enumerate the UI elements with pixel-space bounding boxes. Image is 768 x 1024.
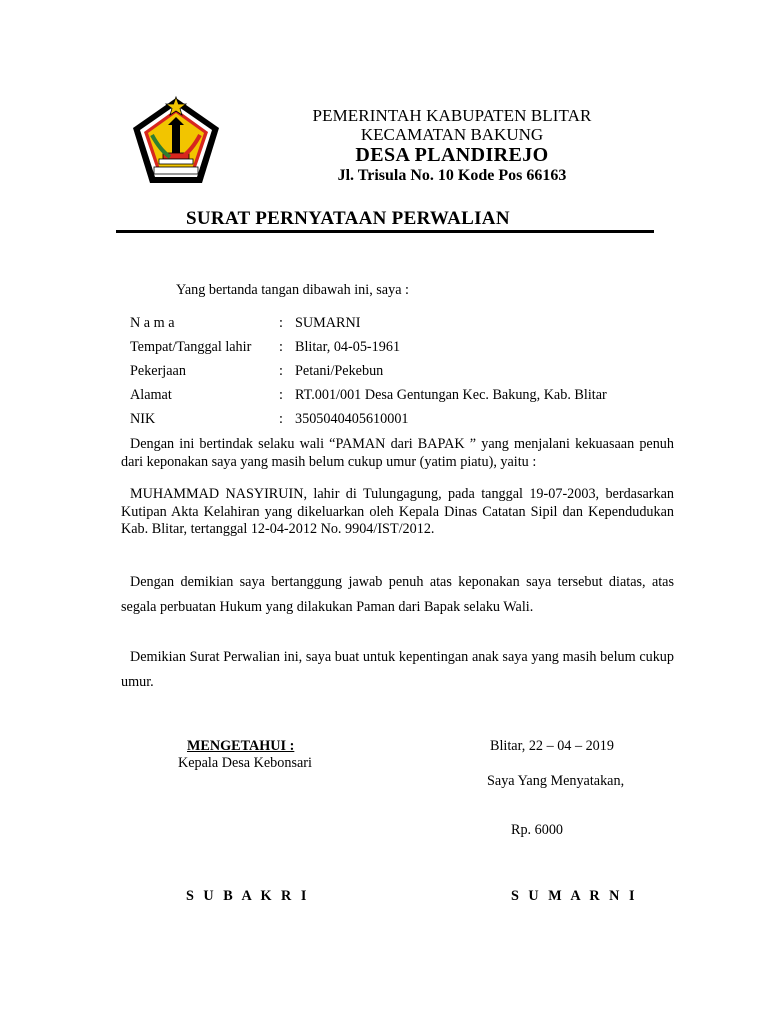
declarant-name: S U M A R N I: [511, 888, 638, 904]
intro-text: Yang bertanda tangan dibawah ini, saya :: [176, 282, 409, 298]
identity-label: Pekerjaan: [130, 363, 186, 379]
identity-colon: :: [279, 387, 283, 403]
identity-label: Tempat/Tanggal lahir: [130, 339, 252, 355]
acknowledged-heading: MENGETAHUI :: [187, 738, 295, 754]
village-head-name: S U B A K R I: [186, 888, 310, 904]
document-title: SURAT PERNYATAAN PERWALIAN: [186, 208, 510, 229]
identity-colon: :: [279, 339, 283, 355]
identity-label: NIK: [130, 411, 156, 427]
paragraph-closing: Demikian Surat Perwalian ini, saya buat untuk kepentingan anak saya yang masih belum cukup umur.: [121, 649, 674, 690]
identity-colon: :: [279, 411, 283, 427]
guardian-statement: [121, 435, 674, 471]
header-address: Jl. Trisula No. 10 Kode Pos 66163: [337, 167, 567, 184]
paragraph-responsibility: Dengan demikian saya bertanggung jawab penuh atas keponakan saya tersebut diatas, atas segala perbuatan Hukum yang dilakukan Paman dari Bapak selaku Wali.: [121, 574, 674, 615]
identity-value: RT.001/001 Desa Gentungan Kec. Bakung, Kab. Blitar: [295, 387, 607, 403]
header-regency: PEMERINTAH KABUPATEN BLITAR: [312, 106, 592, 125]
identity-colon: :: [279, 363, 283, 379]
identity-value: Petani/Pekebun: [295, 363, 384, 379]
village-head-role: Kepala Desa Kebonsari: [178, 755, 312, 771]
header-district: KECAMATAN BAKUNG: [360, 125, 544, 144]
title-underline: [116, 230, 654, 233]
place-date: Blitar, 22 – 04 – 2019: [490, 738, 614, 754]
closing-statement: [121, 645, 674, 695]
responsibility-statement: [121, 570, 674, 620]
identity-value: SUMARNI: [295, 315, 361, 331]
identity-value: Blitar, 04-05-1961: [295, 339, 401, 355]
paragraph-guardian: Dengan ini bertindak selaku wali “PAMAN dari BAPAK ” yang menjalani kekuasaan penuh dari keponakan saya yang masih belum cukup umur (yatim piatu), yaitu :: [121, 436, 674, 470]
header-village: DESA PLANDIREJO: [355, 144, 549, 166]
identity-label: Alamat: [130, 387, 172, 403]
stamp-duty-label: Rp. 6000: [511, 822, 564, 838]
child-details: [121, 486, 674, 539]
identity-value: 3505040405610001: [295, 411, 409, 427]
paragraph-child: MUHAMMAD NASYIRUIN, lahir di Tulungagung, pada tanggal 19-07-2003, berdasarkan Kutipan Akta Kelahiran yang dikeluarkan oleh Kepala Dinas Catatan Sipil dan Kependudukan Kab. Blitar, tertanggal 12-04-2012 No. 9904/IST/2012.: [121, 486, 674, 537]
identity-label: N a m a: [130, 315, 175, 331]
declarant-role: Saya Yang Menyatakan,: [487, 773, 625, 789]
identity-colon: :: [279, 315, 283, 331]
